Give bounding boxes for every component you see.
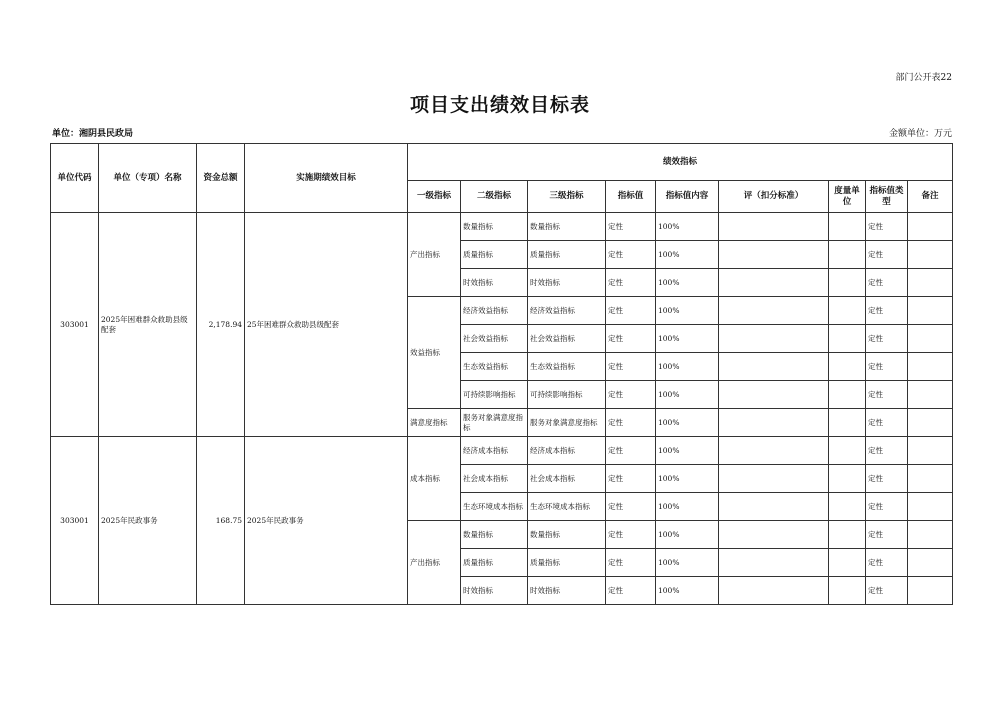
indicator-content: 100% [656, 381, 719, 409]
indicator-value: 定性 [606, 493, 656, 521]
header-level3: 三级指标 [528, 181, 606, 213]
level1-indicator: 效益指标 [408, 297, 461, 409]
level3-indicator: 可持续影响指标 [528, 381, 606, 409]
level3-indicator: 社会效益指标 [528, 325, 606, 353]
header-value: 指标值 [606, 181, 656, 213]
indicator-type: 定性 [866, 521, 908, 549]
indicator-type: 定性 [866, 465, 908, 493]
measure-unit [829, 269, 866, 297]
level2-indicator: 质量指标 [461, 549, 528, 577]
level1-indicator: 满意度指标 [408, 409, 461, 437]
remark [908, 297, 953, 325]
indicator-content: 100% [656, 241, 719, 269]
level1-indicator: 产出指标 [408, 521, 461, 605]
level2-indicator: 时效指标 [461, 577, 528, 605]
indicator-type: 定性 [866, 325, 908, 353]
level2-indicator: 质量指标 [461, 241, 528, 269]
amount-unit-label: 金额单位：万元 [888, 129, 952, 139]
level2-indicator: 可持续影响指标 [461, 381, 528, 409]
header-total: 资金总额 [197, 144, 245, 213]
remark [908, 241, 953, 269]
measure-unit [829, 465, 866, 493]
score-standard [719, 465, 829, 493]
measure-unit [829, 381, 866, 409]
indicator-value: 定性 [606, 325, 656, 353]
level2-indicator: 经济效益指标 [461, 297, 528, 325]
indicator-type: 定性 [866, 381, 908, 409]
indicator-type: 定性 [866, 549, 908, 577]
indicator-content: 100% [656, 493, 719, 521]
indicator-type: 定性 [866, 409, 908, 437]
level3-indicator: 时效指标 [528, 577, 606, 605]
indicator-content: 100% [656, 409, 719, 437]
remark [908, 381, 953, 409]
indicator-content: 100% [656, 269, 719, 297]
indicator-content: 100% [656, 297, 719, 325]
indicator-type: 定性 [866, 213, 908, 241]
level3-indicator: 质量指标 [528, 549, 606, 577]
project-code: 303001 [51, 437, 99, 605]
level3-indicator: 服务对象满意度指标 [528, 409, 606, 437]
score-standard [719, 325, 829, 353]
measure-unit [829, 213, 866, 241]
project-goal: 25年困难群众救助县级配套 [245, 213, 408, 437]
level2-indicator: 数量指标 [461, 521, 528, 549]
level3-indicator: 社会成本指标 [528, 465, 606, 493]
project-goal: 2025年民政事务 [245, 437, 408, 605]
indicator-type: 定性 [866, 297, 908, 325]
level3-indicator: 生态环境成本指标 [528, 493, 606, 521]
page-title: 项目支出绩效目标表 [409, 94, 590, 116]
indicator-type: 定性 [866, 241, 908, 269]
score-standard [719, 493, 829, 521]
measure-unit [829, 437, 866, 465]
indicator-type: 定性 [866, 577, 908, 605]
level2-indicator: 生态环境成本指标 [461, 493, 528, 521]
project-total: 2,178.94 [197, 213, 245, 437]
remark [908, 465, 953, 493]
indicator-content: 100% [656, 213, 719, 241]
indicator-type: 定性 [866, 493, 908, 521]
indicator-value: 定性 [606, 297, 656, 325]
indicator-type: 定性 [866, 353, 908, 381]
indicator-value: 定性 [606, 409, 656, 437]
score-standard [719, 549, 829, 577]
project-code: 303001 [51, 213, 99, 437]
remark [908, 325, 953, 353]
indicator-type: 定性 [866, 437, 908, 465]
level1-indicator: 产出指标 [408, 213, 461, 297]
indicator-value: 定性 [606, 381, 656, 409]
indicator-content: 100% [656, 325, 719, 353]
score-standard [719, 409, 829, 437]
header-type: 指标值类型 [866, 181, 908, 213]
header-score: 评（扣分标准） [719, 181, 829, 213]
level3-indicator: 时效指标 [528, 269, 606, 297]
level3-indicator: 数量指标 [528, 521, 606, 549]
header-code: 单位代码 [51, 144, 99, 213]
form-number: 部门公开表22 [895, 73, 952, 83]
indicator-value: 定性 [606, 437, 656, 465]
score-standard [719, 521, 829, 549]
level2-indicator: 生态效益指标 [461, 353, 528, 381]
score-standard [719, 437, 829, 465]
indicator-content: 100% [656, 353, 719, 381]
indicator-value: 定性 [606, 465, 656, 493]
header-remark: 备注 [908, 181, 953, 213]
header-measure: 度量单位 [829, 181, 866, 213]
level3-indicator: 经济成本指标 [528, 437, 606, 465]
indicator-value: 定性 [606, 353, 656, 381]
indicator-content: 100% [656, 465, 719, 493]
indicator-content: 100% [656, 549, 719, 577]
header-content: 指标值内容 [656, 181, 719, 213]
project-total: 168.75 [197, 437, 245, 605]
indicator-value: 定性 [606, 577, 656, 605]
score-standard [719, 241, 829, 269]
level3-indicator: 经济效益指标 [528, 297, 606, 325]
measure-unit [829, 325, 866, 353]
indicator-value: 定性 [606, 269, 656, 297]
level1-indicator: 成本指标 [408, 437, 461, 521]
indicator-value: 定性 [606, 549, 656, 577]
indicator-value: 定性 [606, 241, 656, 269]
level2-indicator: 服务对象满意度指标 [461, 409, 528, 437]
measure-unit [829, 577, 866, 605]
header-name: 单位（专项）名称 [99, 144, 197, 213]
measure-unit [829, 549, 866, 577]
measure-unit [829, 297, 866, 325]
header-level2: 二级指标 [461, 181, 528, 213]
score-standard [719, 353, 829, 381]
score-standard [719, 297, 829, 325]
level2-indicator: 社会成本指标 [461, 465, 528, 493]
table-row [51, 213, 953, 241]
remark [908, 549, 953, 577]
project-name: 2025年困难群众救助县级配套 [99, 213, 197, 437]
level3-indicator: 质量指标 [528, 241, 606, 269]
unit-label: 单位：湘阴县民政局 [52, 129, 134, 139]
measure-unit [829, 493, 866, 521]
score-standard [719, 577, 829, 605]
remark [908, 409, 953, 437]
measure-unit [829, 353, 866, 381]
indicator-content: 100% [656, 437, 719, 465]
level3-indicator: 数量指标 [528, 213, 606, 241]
level2-indicator: 时效指标 [461, 269, 528, 297]
measure-unit [829, 241, 866, 269]
project-name: 2025年民政事务 [99, 437, 197, 605]
indicator-value: 定性 [606, 521, 656, 549]
score-standard [719, 381, 829, 409]
remark [908, 213, 953, 241]
level3-indicator: 生态效益指标 [528, 353, 606, 381]
header-goal: 实施期绩效目标 [245, 144, 408, 213]
performance-table [50, 143, 953, 605]
remark [908, 577, 953, 605]
header-level1: 一级指标 [408, 181, 461, 213]
score-standard [719, 269, 829, 297]
remark [908, 521, 953, 549]
table-row [51, 437, 953, 465]
indicator-content: 100% [656, 521, 719, 549]
remark [908, 353, 953, 381]
header-indicators: 绩效指标 [408, 144, 953, 181]
level2-indicator: 经济成本指标 [461, 437, 528, 465]
indicator-value: 定性 [606, 213, 656, 241]
level2-indicator: 社会效益指标 [461, 325, 528, 353]
indicator-type: 定性 [866, 269, 908, 297]
level2-indicator: 数量指标 [461, 213, 528, 241]
measure-unit [829, 409, 866, 437]
remark [908, 269, 953, 297]
indicator-content: 100% [656, 577, 719, 605]
measure-unit [829, 521, 866, 549]
score-standard [719, 213, 829, 241]
remark [908, 493, 953, 521]
remark [908, 437, 953, 465]
